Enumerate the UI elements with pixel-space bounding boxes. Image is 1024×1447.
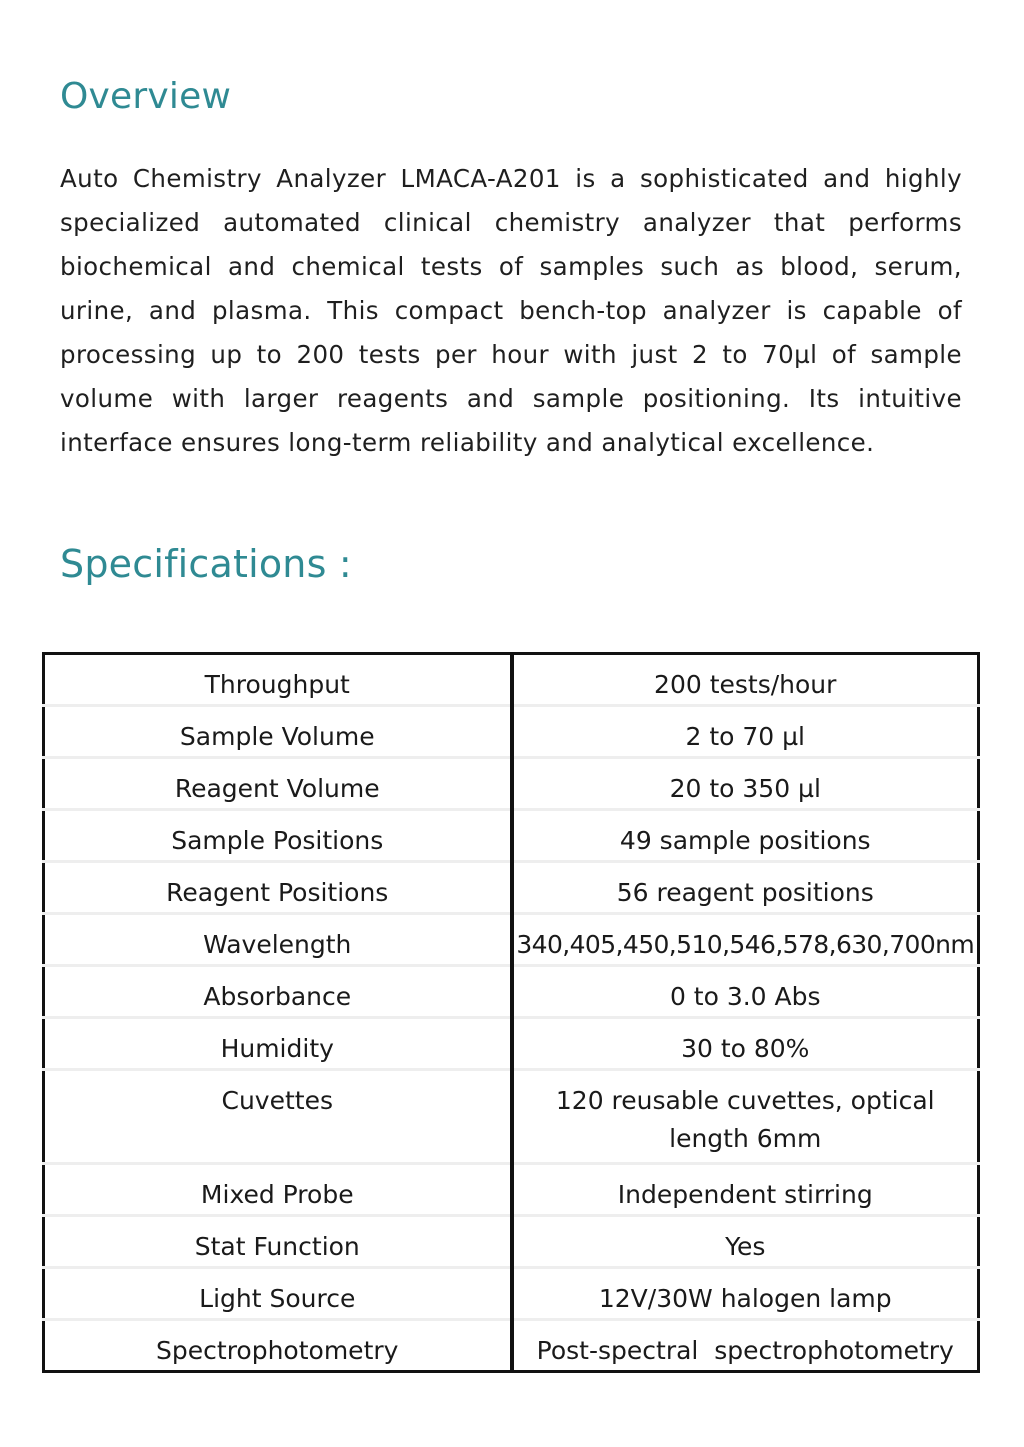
table-row — [44, 966, 979, 1018]
spec-value: Yes — [512, 1216, 979, 1268]
specifications-heading: Specifications : — [60, 542, 352, 586]
spec-value: 0 to 3.0 Abs — [512, 966, 979, 1018]
spec-value: 20 to 350 µl — [512, 758, 979, 810]
spec-value: 56 reagent positions — [512, 862, 979, 914]
spec-parameter: Spectrophotometry — [44, 1320, 512, 1372]
table-row — [44, 862, 979, 914]
table-row — [44, 1320, 979, 1372]
table-row — [44, 914, 979, 966]
overview-paragraph: Auto Chemistry Analyzer LMACA-A201 is a sophisticated and highly specialized automated clinical chemistry analyzer that performs biochemical and chemical tests of samples such as blood, serum, urine, and plasma. This compact bench-top analyzer is capable of processing up to 200 tests per hour with just 2 to 70µl of sample volume with larger reagents and sample positioning. Its intuitive interface ensures long-term reliability and analytical excellence. — [60, 164, 962, 457]
spec-value: 30 to 80% — [512, 1018, 979, 1070]
spec-parameter: Stat Function — [44, 1216, 512, 1268]
spec-parameter: Humidity — [44, 1018, 512, 1070]
spec-parameter: Throughput — [44, 654, 512, 706]
spec-value: 120 reusable cuvettes, optical length 6mm — [512, 1070, 979, 1164]
spec-parameter: Mixed Probe — [44, 1164, 512, 1216]
table-row — [44, 1018, 979, 1070]
spec-parameter: Cuvettes — [44, 1070, 512, 1164]
spec-value: 200 tests/hour — [512, 654, 979, 706]
table-row — [44, 758, 979, 810]
table-row — [44, 1268, 979, 1320]
table-row — [44, 1070, 979, 1164]
spec-parameter: Light Source — [44, 1268, 512, 1320]
spec-value: 340,405,450,510,546,578,630,700nm — [512, 914, 979, 966]
spec-parameter: Absorbance — [44, 966, 512, 1018]
spec-parameter: Reagent Volume — [44, 758, 512, 810]
spec-value: Post-spectral spectrophotometry — [536, 1336, 954, 1365]
table-row — [44, 1164, 979, 1216]
spec-value: 2 to 70 µl — [512, 706, 979, 758]
spec-parameter: Wavelength — [44, 914, 512, 966]
spec-parameter: Sample Positions — [44, 810, 512, 862]
overview-heading: Overview — [60, 76, 232, 117]
spec-value: Independent stirring — [512, 1164, 979, 1216]
specifications-table — [42, 652, 980, 1373]
table-row — [44, 654, 979, 706]
spec-value: 49 sample positions — [512, 810, 979, 862]
spec-parameter: Reagent Positions — [44, 862, 512, 914]
spec-value: 12V/30W halogen lamp — [512, 1268, 979, 1320]
table-row — [44, 1216, 979, 1268]
table-row — [44, 810, 979, 862]
table-row — [44, 706, 979, 758]
spec-parameter: Sample Volume — [44, 706, 512, 758]
